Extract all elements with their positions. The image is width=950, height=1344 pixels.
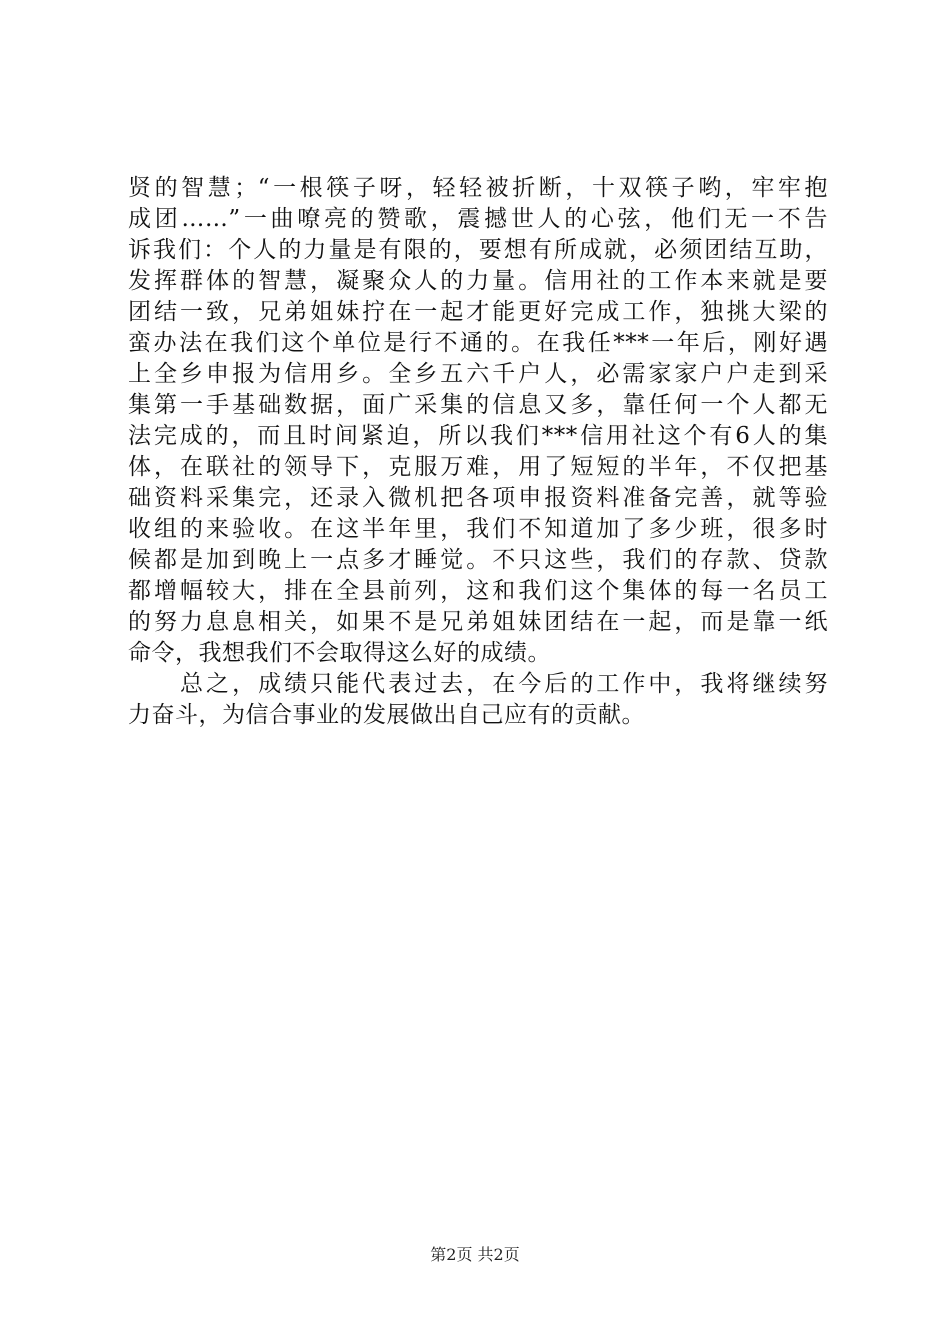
text-line-paragraph-end: 力奋斗，为信合事业的发展做出自己应有的贡献。 — [128, 702, 645, 728]
text-line: 团结一致，兄弟姐妹拧在一起才能更好完成工作，独挑大梁的 — [128, 299, 828, 325]
text-line: 都增幅较大，排在全县前列，这和我们这个集体的每一名员工 — [128, 578, 828, 604]
text-line: 候都是加到晚上一点多才睡觉。不只这些，我们的存款、贷款 — [128, 547, 828, 573]
text-line: 上全乡申报为信用乡。全乡五六千户人，必需家家户户走到采 — [128, 361, 828, 387]
text-line: 发挥群体的智慧，凝聚众人的力量。信用社的工作本来就是要 — [128, 268, 828, 294]
text-line-paragraph-start: 总之，成绩只能代表过去，在今后的工作中，我将继续努 — [128, 671, 828, 697]
text-line: 成团……”一曲嘹亮的赞歌，震撼世人的心弦，他们无一不告 — [128, 206, 828, 232]
body-text — [128, 173, 828, 731]
text-line: 收组的来验收。在这半年里，我们不知道加了多少班，很多时 — [128, 516, 828, 542]
text-line: 诉我们：个人的力量是有限的，要想有所成就，必须团结互助， — [128, 237, 828, 263]
text-line: 贤的智慧；“一根筷子呀，轻轻被折断，十双筷子哟，牢牢抱 — [128, 175, 828, 201]
text-line: 法完成的，而且时间紧迫，所以我们***信用社这个有6人的集 — [128, 423, 828, 449]
text-line: 础资料采集完，还录入微机把各项申报资料准备完善，就等验 — [128, 485, 828, 511]
text-line: 集第一手基础数据，面广采集的信息又多，靠任何一个人都无 — [128, 392, 828, 418]
text-line: 的努力息息相关，如果不是兄弟姐妹团结在一起，而是靠一纸 — [128, 609, 828, 635]
text-line: 体，在联社的领导下，克服万难，用了短短的半年，不仅把基 — [128, 454, 828, 480]
text-line: 蛮办法在我们这个单位是行不通的。在我任***一年后，刚好遇 — [128, 330, 828, 356]
page-number-footer: 第2页 共2页 — [430, 1245, 520, 1264]
text-line-paragraph-end: 命令，我想我们不会取得这么好的成绩。 — [128, 640, 551, 666]
